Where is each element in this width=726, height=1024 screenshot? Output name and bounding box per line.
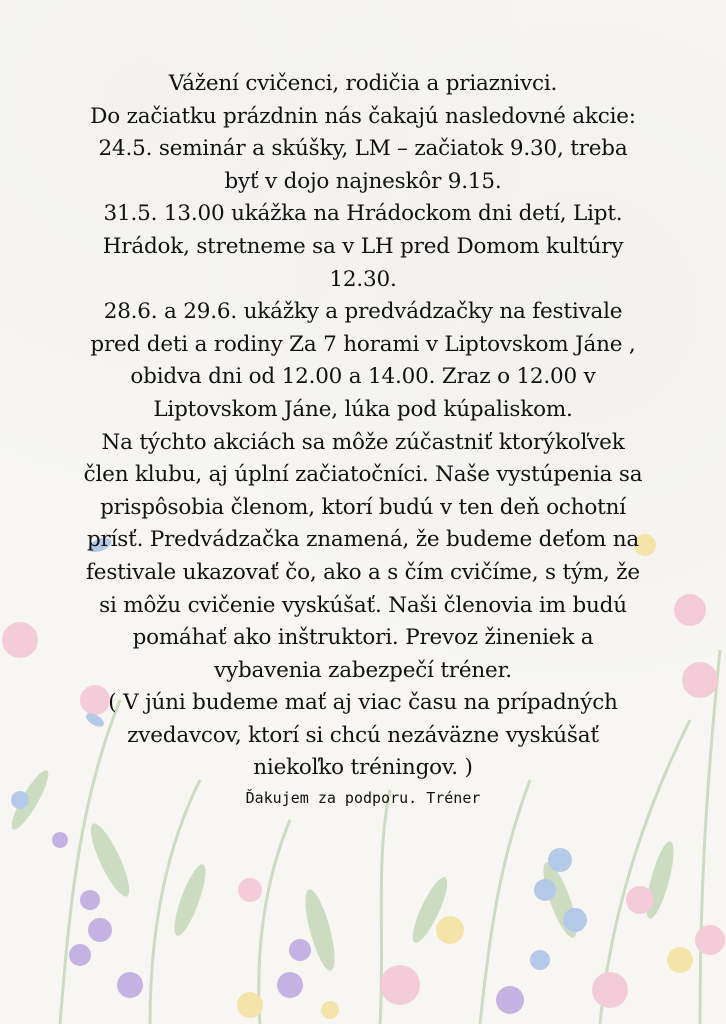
text-line: Liptovskom Jáne, lúka pod kúpaliskom. <box>153 396 573 422</box>
text-line: byť v dojo najneskôr 9.15. <box>224 168 502 194</box>
text-line: 28.6. a 29.6. ukážky a predvádzačky na festivale <box>103 299 623 325</box>
signature: Ďakujem za podporu. Tréner <box>245 789 481 808</box>
text-line: člen klubu, aj úplní začiatočníci. Naše vystúpenia sa <box>83 462 643 488</box>
text-line: pomáhať ako inštruktori. Prevoz žineniek a <box>132 625 594 651</box>
text-line: Na týchto akciách sa môže zúčastniť ktorýkoľvek <box>101 429 625 455</box>
text-line: Hrádok, stretneme sa v LH pred Domom kultúry <box>102 233 624 259</box>
announcement-text <box>14 68 712 809</box>
text-line: festivale ukazovať čo, ako a s čím cvičíme, s tým, že <box>86 559 640 585</box>
text-line: si môžu cvičenie vyskúšať. Naši členovia im budú <box>99 592 627 618</box>
text-line: Vážení cvičenci, rodičia a priaznivci. <box>168 71 558 96</box>
text-line: 24.5. seminár a skúšky, LM – začiatok 9.30, treba <box>98 136 628 162</box>
text-line: prispôsobia členom, ktorí budú v ten deň ochotní <box>100 494 626 520</box>
text-line: zvedavcov, ktorí si chcú nezáväzne vyskúšať <box>127 722 599 748</box>
text-line: pred deti a rodiny Za 7 horami v Liptovskom Jáne , <box>90 331 636 357</box>
text-line: Do začiatku prázdnin nás čakajú nasledovné akcie: <box>90 103 636 129</box>
text-line: obidva dni od 12.00 a 14.00. Zraz o 12.00 v <box>130 364 596 390</box>
text-line: prísť. Predvádzačka znamená, že budeme deťom na <box>86 527 639 553</box>
text-line: vybavenia zabezpečí tréner. <box>214 657 512 683</box>
text-line: 31.5. 13.00 ukážka na Hrádockom dni detí, Lipt. <box>103 201 623 227</box>
text-line: ( V júni budeme mať aj viac času na prípadných <box>108 690 618 716</box>
text-line: niekoľko tréningov. ) <box>253 755 473 781</box>
text-line: 12.30. <box>329 266 397 292</box>
